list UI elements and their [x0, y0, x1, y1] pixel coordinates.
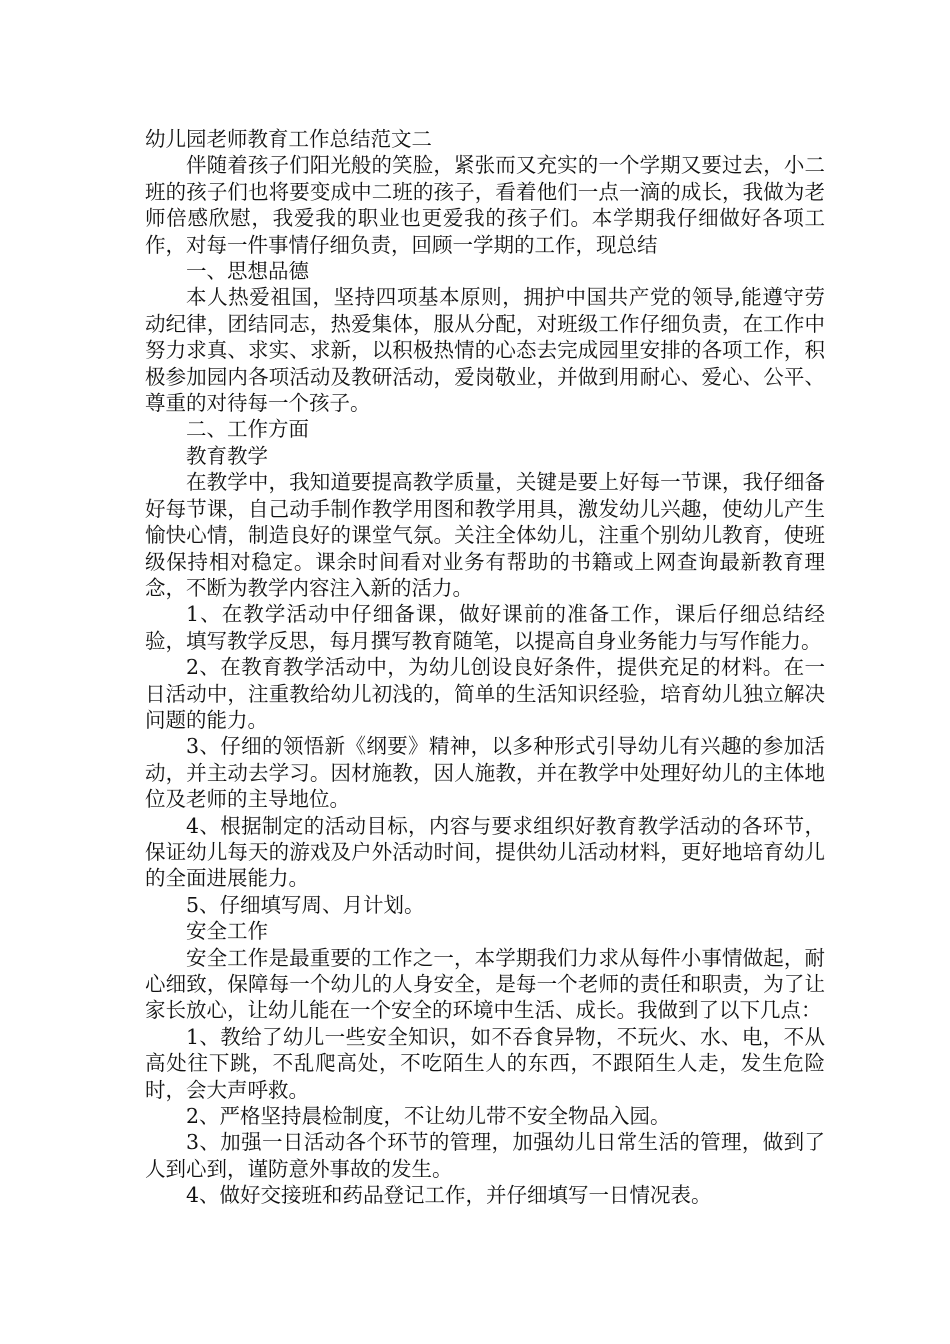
teaching-item-2: 2、在教育教学活动中，为幼儿创设良好条件，提供充足的材料。在一日活动中，注重教给幼儿初浅的，简单的生活知识经验，培育幼儿独立解决问题的能力。 — [145, 655, 825, 732]
teaching-item-5: 5、仔细填写周、月计划。 — [186, 892, 425, 917]
section-heading-work: 二、工作方面 — [186, 417, 309, 442]
safety-item-1: 1、教给了幼儿一些安全知识，如不吞食异物，不玩火、水、电，不从高处往下跳，不乱爬高处，不吃陌生人的东西，不跟陌生人走，发生危险时，会大声呼救。 — [145, 1024, 825, 1102]
safety-paragraph: 安全工作是最重要的工作之一，本学期我们力求从每件小事情做起，耐心细致，保障每一个幼儿的人身安全，是每一个老师的责任和职责，为了让家长放心，让幼儿能在一个安全的环境中生活、成长。我做到了以下几点： — [145, 945, 825, 1023]
safety-item-2: 2、严格坚持晨检制度，不让幼儿带不安全物品入园。 — [186, 1104, 671, 1129]
ideology-paragraph: 本人热爱祖国，坚持四项基本原则，拥护中国共产党的领导,能遵守劳动纪律，团结同志，热爱集体，服从分配，对班级工作仔细负责，在工作中努力求真、求实、求新，以积极热情的心态去完成园里安排的各项工作，积极参加园内各项活动及教研活动，爱岗敬业，并做到用耐心、爱心、公平、尊重的对待每一个孩子。 — [145, 285, 825, 416]
teaching-paragraph: 在教学中，我知道要提高教学质量，关键是要上好每一节课，我仔细备好每节课，自己动手制作教学用图和教学用具，激发幼儿兴趣，使幼儿产生愉快心情，制造良好的课堂气氛。关注全体幼儿，注重个别幼儿教育，使班级保持相对稳定。课余时间看对业务有帮助的书籍或上网查询最新教育理念，不断为教学内容注入新的活力。 — [145, 470, 825, 600]
subheading-safety: 安全工作 — [186, 919, 268, 944]
teaching-item-1: 1、在教学活动中仔细备课，做好课前的准备工作，课后仔细总结经验，填写教学反思，每月撰写教育随笔，以提高自身业务能力与写作能力。 — [145, 602, 825, 653]
teaching-item-4: 4、根据制定的活动目标，内容与要求组织好教育教学活动的各环节，保证幼儿每天的游戏及户外活动时间，提供幼儿活动材料，更好地培育幼儿的全面进展能力。 — [145, 813, 825, 891]
document-page — [145, 126, 825, 1209]
safety-item-4: 4、做好交接班和药品登记工作，并仔细填写一日情况表。 — [186, 1183, 712, 1208]
intro-paragraph: 伴随着孩子们阳光般的笑脸，紧张而又充实的一个学期又要过去，小二班的孩子们也将要变成中二班的孩子，看着他们一点一滴的成长，我做为老师倍感欣慰，我爱我的职业也更爱我的孩子们。本学期我仔细做好各项工作，对每一件事情仔细负责，回顾一学期的工作，现总结 — [145, 153, 825, 257]
teaching-item-3: 3、仔细的领悟新《纲要》精神，以多种形式引导幼儿有兴趣的参加活动，并主动去学习。因材施教，因人施教，并在教学中处理好幼儿的主体地位及老师的主导地位。 — [145, 734, 825, 812]
subheading-teaching: 教育教学 — [186, 443, 268, 468]
safety-item-3: 3、加强一日活动各个环节的管理，加强幼儿日常生活的管理，做到了人到心到，谨防意外事故的发生。 — [145, 1130, 825, 1181]
document-title: 幼儿园老师教育工作总结范文二 — [145, 127, 432, 151]
section-heading-ideology: 一、思想品德 — [186, 259, 309, 284]
